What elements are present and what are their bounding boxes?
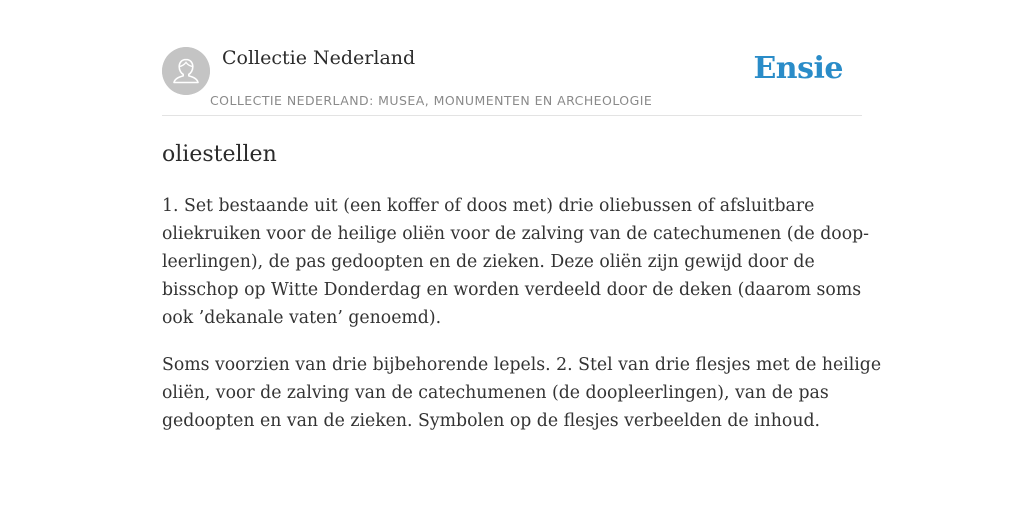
collection-subtitle[interactable]: COLLECTIE NEDERLAND: MUSEA, MONUMENTEN EN ARCHEOLOGIE [210, 93, 653, 108]
definition-paragraph [162, 351, 882, 435]
paragraph-line: oliën, voor de zalving van de catechumenen (de doopleerlingen), van de pas [162, 383, 829, 403]
paragraph-line: ook ’dekanale vaten’ genoemd). [162, 308, 442, 328]
author-link[interactable]: Collectie Nederland [222, 47, 416, 69]
entry-term: oliestellen [162, 142, 277, 167]
paragraph-line: 1. Set bestaande uit (een koffer of doos met) drie oliebussen of afsluitbare [162, 196, 815, 216]
paragraph-line: gedoopten en van de zieken. Symbolen op de flesjes verbeelden de inhoud. [162, 411, 821, 431]
paragraph-line: bisschop op Witte Donderdag en worden verdeeld door de deken (daarom soms [162, 280, 862, 300]
paragraph-line: Soms voorzien van drie bijbehorende lepels. 2. Stel van drie flesjes met de heilige [162, 355, 882, 375]
paragraph-line: leerlingen), de pas gedoopten en de zieken. Deze oliën zijn gewijd door de [162, 252, 815, 272]
page-header [162, 0, 862, 116]
definition-paragraph [162, 192, 870, 332]
author-avatar[interactable] [162, 47, 210, 95]
page-container [162, 0, 882, 512]
entry-definition [162, 192, 882, 454]
user-silhouette-icon [162, 47, 210, 95]
paragraph-line: oliekruiken voor de heilige oliën voor de zalving van de catechumenen (de doop- [162, 224, 870, 244]
ensie-logo[interactable]: Ensie [753, 51, 843, 86]
